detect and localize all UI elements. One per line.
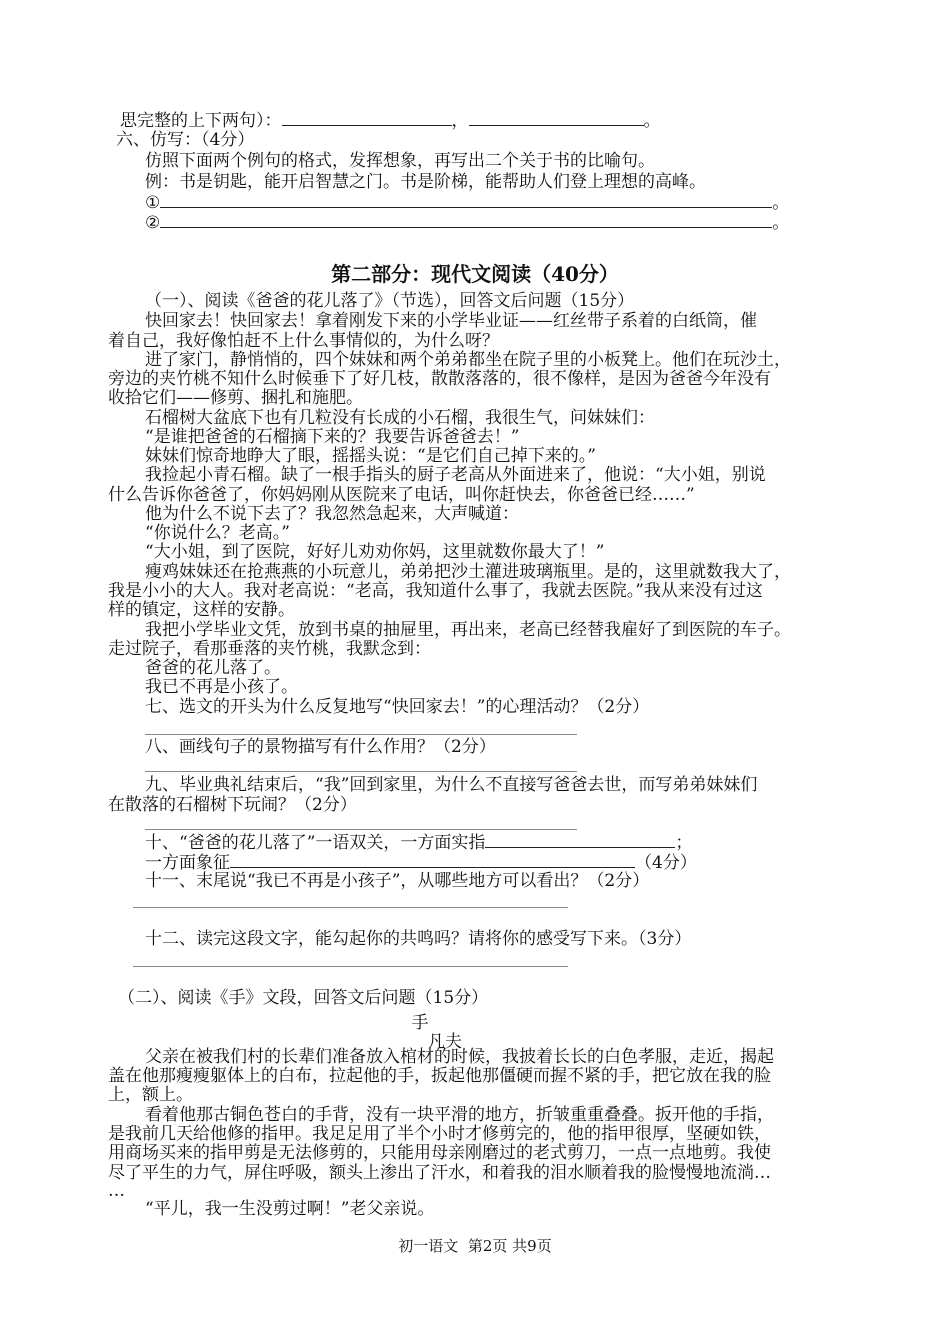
reading1-line-14: 我是小小的大人。我对老高说：“老高，我知道什么事了，我就去医院。”我从来没有过这 xyxy=(108,581,763,601)
q6-num-2: ② xyxy=(145,213,161,233)
reading2-heading: （二）、阅读《手》文段，回答文后问题（15分） xyxy=(118,988,489,1008)
reading1-line-11: “你说什么？老高。” xyxy=(145,523,290,543)
q10-blank-b[interactable] xyxy=(230,852,635,868)
reading1-line-10: 他为什么不说下去了？我忽然急起来，大声喊道： xyxy=(145,504,519,524)
reading2-line-5: 用商场买来的指甲剪是无法修剪的，只能用母亲刚磨过的老式剪刀，一点一点地剪。我使 xyxy=(108,1143,771,1163)
reading2-author: 凡夫 xyxy=(428,1032,462,1052)
reading1-line-5: 石榴树大盆底下也有几粒没有长成的小石榴，我很生气，问妹妹们： xyxy=(145,408,655,428)
q10-text-b xyxy=(145,852,697,873)
reading1-heading: （一）、阅读《爸爸的花儿落了》（节选），回答文后问题（15分） xyxy=(145,291,635,311)
q12-answer-line[interactable] xyxy=(133,966,568,967)
reading1-line-12: “大小姐，到了医院，好好儿劝劝你妈，这里就数你最大了！” xyxy=(145,542,605,562)
reading2-line-7: … xyxy=(108,1181,125,1201)
reading1-line-18: 爸爸的花儿落了。 xyxy=(145,658,281,678)
q6-heading: 六、仿写：（4分） xyxy=(116,130,255,150)
reading1-line-6: “是谁把爸爸的石榴摘下来的？我要告诉爸爸去！” xyxy=(145,427,520,447)
q11-text: 十一、末尾说“我已不再是小孩子”，从哪些地方可以看出？（2分） xyxy=(145,871,650,891)
q9-text-1: 九、毕业典礼结束后，“我”回到家里，为什么不直接写爸爸去世，而写弟弟妹妹们 xyxy=(145,775,758,795)
reading2-line-6: 尽了平生的力气，屏住呼吸，额头上渗出了汗水，和着我的泪水顺着我的脸慢慢地流淌… xyxy=(108,1163,771,1183)
q8-text: 八、画线句子的景物描写有什么作用？（2分） xyxy=(145,737,496,757)
q8-answer-line[interactable] xyxy=(145,771,577,772)
reading2-line-0: 父亲在被我们村的长辈们准备放入棺材的时候，我披着长长的白色孝服，走近，揭起 xyxy=(145,1047,774,1067)
reading2-line-3: 看着他那古铜色苍白的手背，没有一块平滑的地方，折皱重重叠叠。扳开他的手指， xyxy=(145,1105,774,1125)
reading1-line-8: 我捡起小青石榴。缺了一根手指头的厨子老高从外面进来了，他说：“大小姐，别说 xyxy=(145,465,766,485)
reading2-line-1: 盖在他那瘦瘦躯体上的白布，拉起他的手，扳起他那僵硬而握不紧的手，把它放在我的脸 xyxy=(108,1066,771,1086)
reading1-line-0: 快回家去！快回家去！拿着刚发下来的小学毕业证——红丝带子系着的白纸筒，催 xyxy=(145,311,757,331)
q10-end-b: （4分） xyxy=(635,853,697,873)
reading1-line-13: 瘦鸡妹妹还在抢燕燕的小玩意儿，弟弟把沙土灌进玻璃瓶里。是的，这里就数我大了， xyxy=(145,562,791,582)
q5-blank-2[interactable] xyxy=(469,110,644,126)
reading1-line-9: 什么告诉你爸爸了，你妈妈刚从医院来了电话，叫你赶快去，你爸爸已经……” xyxy=(108,485,695,505)
part2-title: 第二部分：现代文阅读（40分） xyxy=(331,262,619,286)
q6-instruction: 仿照下面两个例句的格式，发挥想象，再写出二个关于书的比喻句。 xyxy=(145,151,655,171)
q6-blank-1[interactable] xyxy=(160,192,772,208)
reading1-line-17: 走过院子，看那垂落的夹竹桃，我默念到： xyxy=(108,639,431,659)
q11-answer-line[interactable] xyxy=(133,907,568,908)
q9-answer-line[interactable] xyxy=(145,829,577,830)
q10-end-a: ； xyxy=(675,833,693,853)
q6-example: 例：书是钥匙，能开启智慧之门。书是阶梯，能帮助人们登上理想的高峰。 xyxy=(145,172,706,192)
reading2-line-8: “平儿，我一生没剪过啊！”老父亲说。 xyxy=(145,1199,435,1219)
reading1-line-7: 妹妹们惊奇地睁大了眼，摇摇头说：“是它们自己掉下来的。” xyxy=(145,446,596,466)
q6-num-1: ① xyxy=(145,193,161,213)
q6-blank-2[interactable] xyxy=(160,212,772,228)
q9-text-2: 在散落的石榴树下玩闹？（2分） xyxy=(108,795,357,815)
q5-blank-1[interactable] xyxy=(282,110,452,126)
q6-end-2: 。 xyxy=(772,213,790,233)
q10-prefix-a: 十、“爸爸的花儿落了”一语双关，一方面实指 xyxy=(145,833,486,853)
reading1-line-15: 样的镇定，这样的安静。 xyxy=(108,600,295,620)
page-footer: 初一语文 第2页 共9页 xyxy=(398,1237,552,1255)
reading1-line-3: 旁边的夹竹桃不知什么时候垂下了好几枝，散散落落的，很不像样，是因为爸爸今年没有 xyxy=(108,369,771,389)
q10-prefix-b: 一方面象征 xyxy=(145,853,230,873)
reading1-line-1: 着自己，我好像怕赶不上什么事情似的，为什么呀？ xyxy=(108,331,499,351)
q5-sep: ， xyxy=(451,111,469,131)
reading1-line-4: 收拾它们——修剪、捆扎和施肥。 xyxy=(108,388,363,408)
reading1-line-16: 我把小学毕业文凭，放到书桌的抽屉里，再出来，老高已经替我雇好了到医院的车子。 xyxy=(145,620,791,640)
q10-text-a xyxy=(145,832,692,853)
q7-answer-line[interactable] xyxy=(145,734,577,735)
q6-blank-row-1 xyxy=(145,192,789,213)
q10-blank-a[interactable] xyxy=(485,832,675,848)
q12-text: 十二、读完这段文字，能勾起你的共鸣吗？请将你的感受写下来。（3分） xyxy=(145,929,692,949)
reading1-line-19: 我已不再是小孩了。 xyxy=(145,677,298,697)
q5-end: 。 xyxy=(643,111,661,131)
q7-text: 七、选文的开头为什么反复地写“快回家去！”的心理活动？（2分） xyxy=(145,697,650,717)
reading1-line-2: 进了家门，静悄悄的，四个妹妹和两个弟弟都坐在院子里的小板凳上。他们在玩沙土， xyxy=(145,350,791,370)
reading2-title: 手 xyxy=(411,1013,429,1033)
q6-end-1: 。 xyxy=(772,193,790,213)
q6-blank-row-2 xyxy=(145,212,789,233)
reading2-line-2: 上，额上。 xyxy=(108,1085,193,1105)
q5-tail-text: 思完整的上下两句）： xyxy=(120,111,282,131)
q5-tail xyxy=(120,110,661,131)
reading2-line-4: 是我前几天给他修的指甲。我足足用了半个小时才修剪完的，他的指甲很厚，坚硬如铁， xyxy=(108,1124,771,1144)
